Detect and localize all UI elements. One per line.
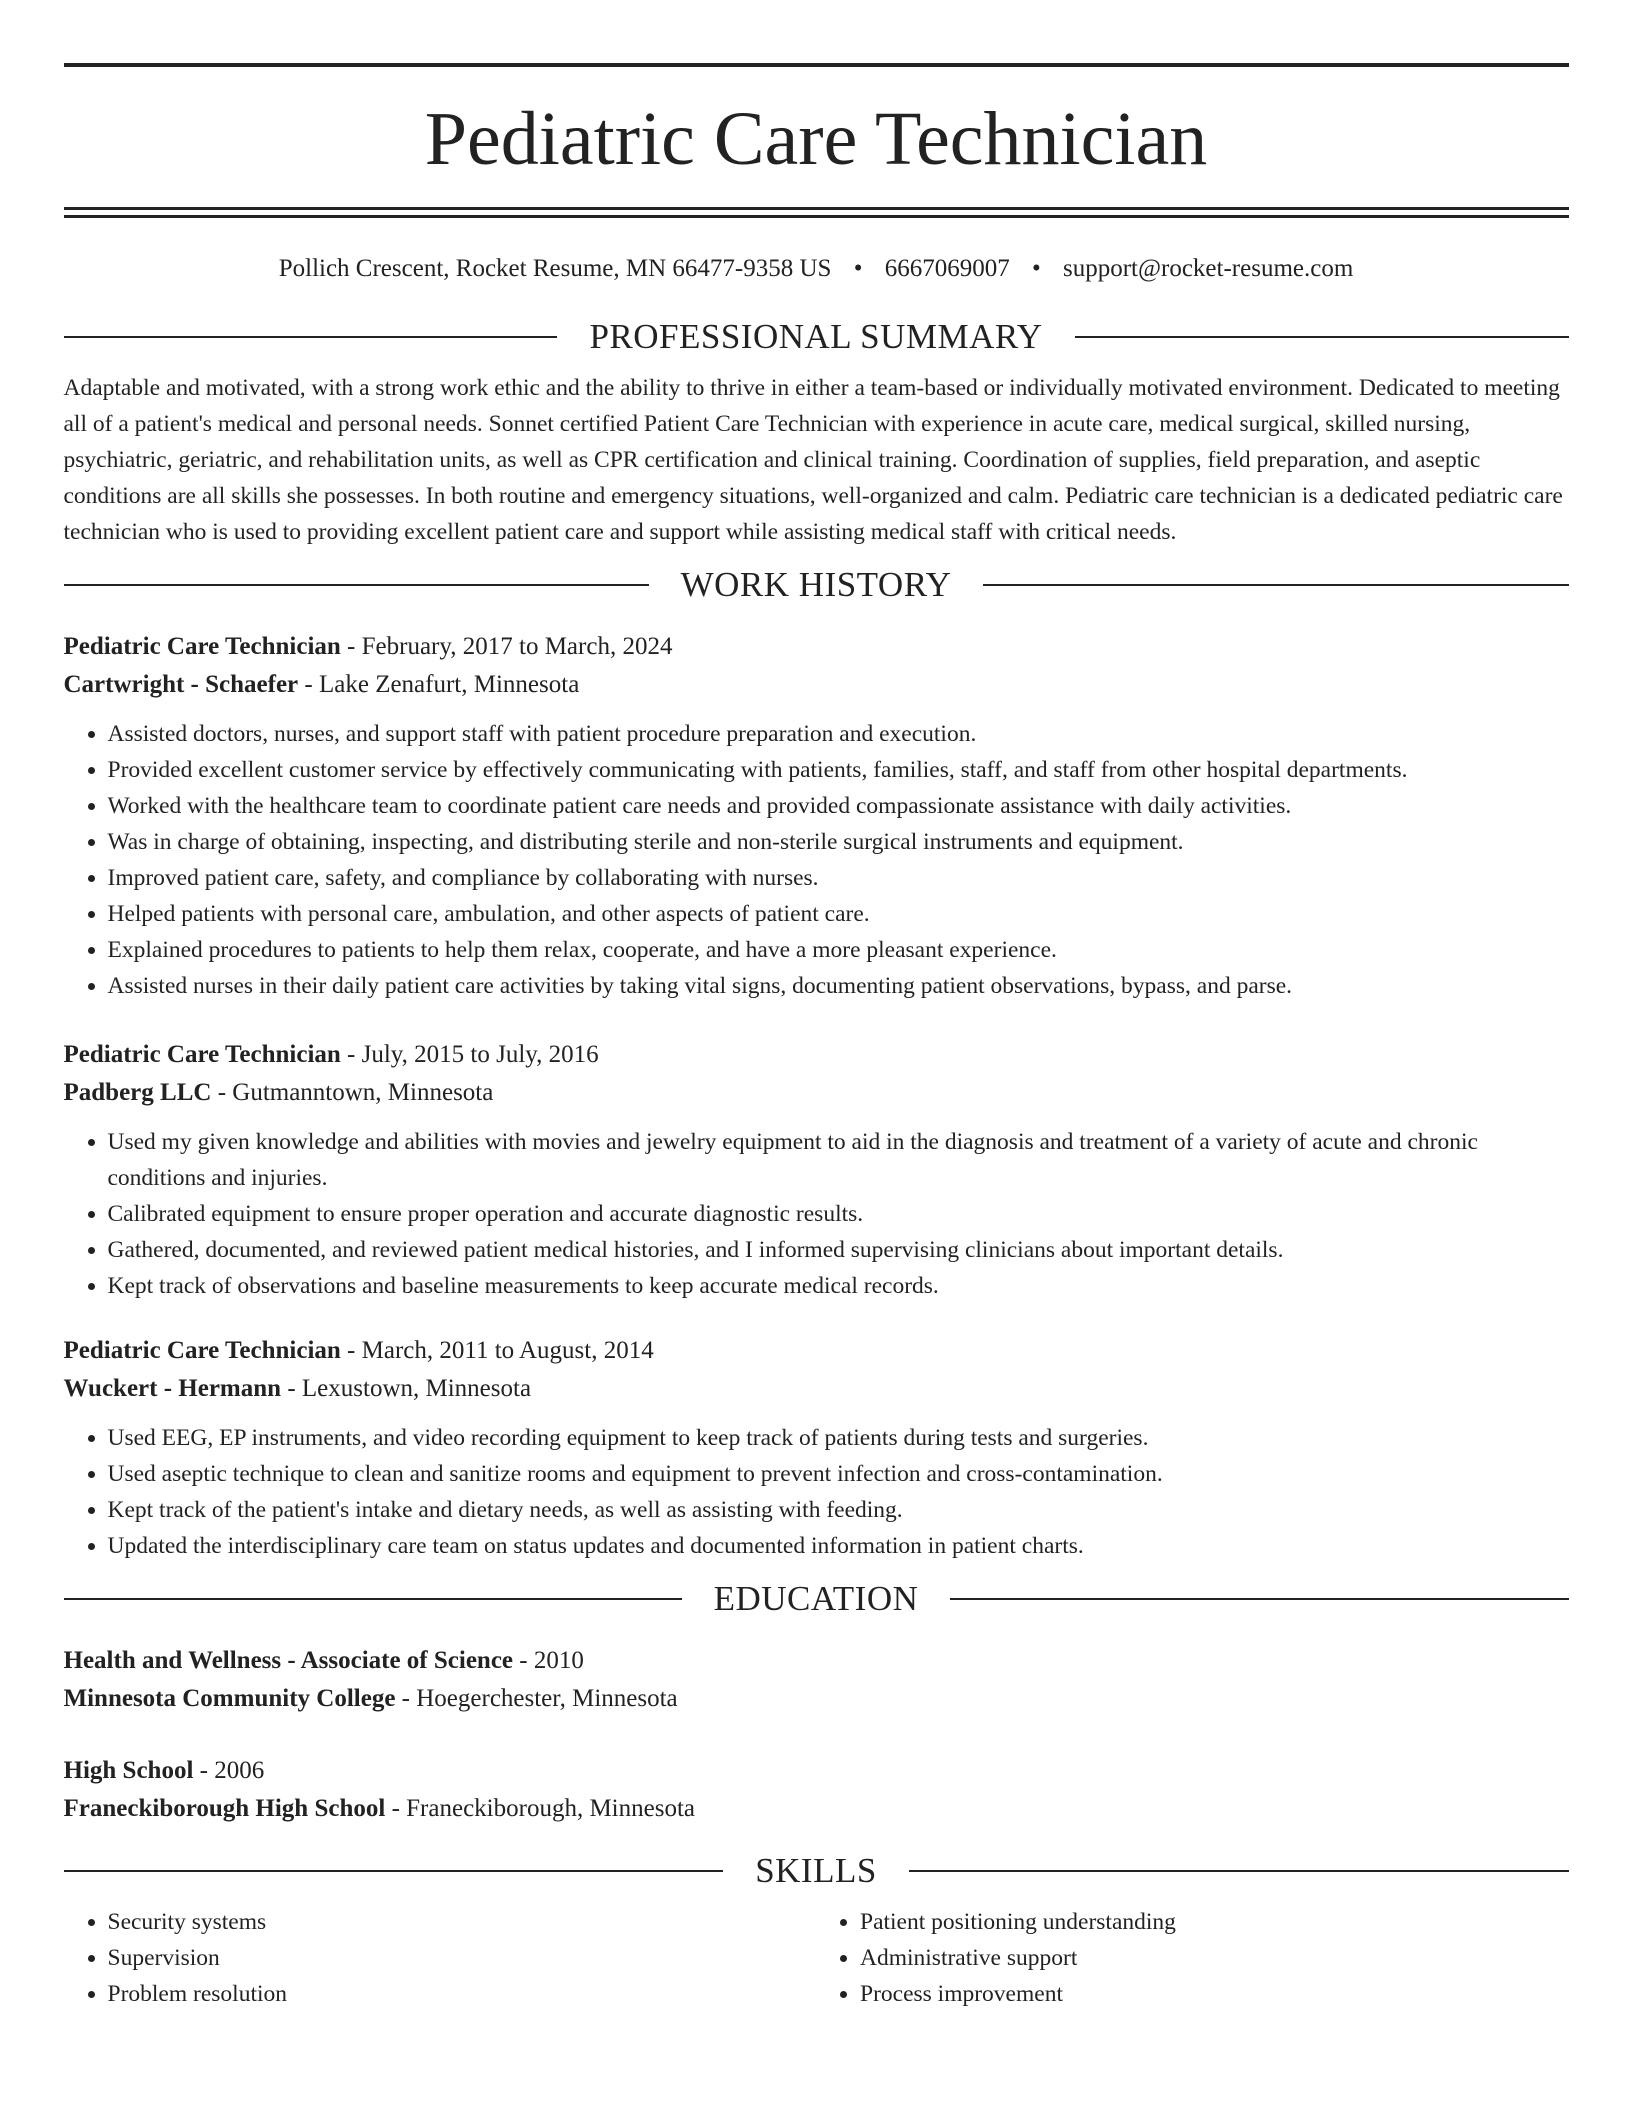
skills-column-right xyxy=(816,1904,1569,2012)
contact-phone[interactable]: 6667069007 xyxy=(884,255,1010,282)
double-rule xyxy=(64,207,1569,218)
job-dates: - July, 2015 to July, 2016 xyxy=(340,1040,599,1068)
job-title-line xyxy=(64,628,1569,666)
contact-separator: • xyxy=(1031,255,1041,282)
list-item: • Patient positioning understanding xyxy=(860,1904,1569,1940)
list-item: • Process improvement xyxy=(860,1976,1569,2012)
job-bullets xyxy=(64,1420,1569,1564)
list-item: • Updated the interdisciplinary care team on status updates and documented information in patient charts. xyxy=(108,1528,1569,1564)
education-school-line xyxy=(64,1680,1569,1718)
resume-page xyxy=(64,0,1569,2012)
skills-list xyxy=(64,1904,1569,2012)
section-header-work xyxy=(64,564,1569,606)
section-title-skills: SKILLS xyxy=(755,1850,877,1890)
section-rule-right xyxy=(1075,336,1569,338)
list-item: • Worked with the healthcare team to coordinate patient care needs and provided compassionate assistance with daily activities. xyxy=(108,788,1569,824)
education-location: - Hoegerchester, Minnesota xyxy=(395,1684,678,1712)
job-company: Wuckert - Hermann xyxy=(63,1374,282,1402)
list-item: • Used EEG, EP instruments, and video recording equipment to keep track of patients during tests and surgeries. xyxy=(108,1420,1569,1456)
job-company-line xyxy=(64,1074,1569,1112)
list-item: • Kept track of observations and baseline measurements to keep accurate medical records. xyxy=(108,1268,1569,1304)
job-entry xyxy=(64,1332,1569,1564)
job-location: - Lake Zenafurt, Minnesota xyxy=(298,670,580,698)
section-rule-right xyxy=(983,584,1568,586)
education-degree: Health and Wellness - Associate of Science xyxy=(63,1646,514,1674)
section-rule-right xyxy=(909,1870,1569,1872)
list-item: • Improved patient care, safety, and compliance by collaborating with nurses. xyxy=(108,860,1569,896)
job-dates: - February, 2017 to March, 2024 xyxy=(340,632,673,660)
job-company-line xyxy=(64,666,1569,704)
job-location: - Gutmanntown, Minnesota xyxy=(211,1078,494,1106)
list-item: • Used aseptic technique to clean and sanitize rooms and equipment to prevent infection and cross-contamination. xyxy=(108,1456,1569,1492)
list-item: • Administrative support xyxy=(860,1940,1569,1976)
list-item: • Helped patients with personal care, ambulation, and other aspects of patient care. xyxy=(108,896,1569,932)
job-entry xyxy=(64,628,1569,1004)
section-title-work: WORK HISTORY xyxy=(680,564,952,604)
list-item: • Security systems xyxy=(108,1904,817,1940)
section-header-skills xyxy=(64,1850,1569,1892)
education-year: - 2006 xyxy=(193,1756,265,1784)
job-title-line xyxy=(64,1036,1569,1074)
education-degree-line xyxy=(64,1752,1569,1790)
section-rule-left xyxy=(64,336,558,338)
job-bullets xyxy=(64,716,1569,1004)
section-header-summary xyxy=(64,316,1569,358)
education-location: - Franeckiborough, Minnesota xyxy=(385,1794,695,1822)
list-item: • Provided excellent customer service by effectively communicating with patients, families, staff, and staff from other hospital departments. xyxy=(108,752,1569,788)
job-company: Cartwright - Schaefer xyxy=(63,670,299,698)
list-item: • Explained procedures to patients to help them relax, cooperate, and have a more pleasant experience. xyxy=(108,932,1569,968)
section-title-summary: PROFESSIONAL SUMMARY xyxy=(589,316,1043,356)
education-school-line xyxy=(64,1790,1569,1828)
list-item: • Problem resolution xyxy=(108,1976,817,2012)
section-rule-left xyxy=(64,1870,724,1872)
job-company-line xyxy=(64,1370,1569,1408)
list-item: • Assisted doctors, nurses, and support staff with patient procedure preparation and execution. xyxy=(108,716,1569,752)
list-item: • Supervision xyxy=(108,1940,817,1976)
job-company: Padberg LLC xyxy=(63,1078,212,1106)
list-item: • Used my given knowledge and abilities with movies and jewelry equipment to aid in the diagnosis and treatment of a variety of acute and chronic conditions and injuries. xyxy=(108,1124,1569,1196)
education-school: Franeckiborough High School xyxy=(63,1794,386,1822)
job-role: Pediatric Care Technician xyxy=(63,632,341,660)
list-item: • Kept track of the patient's intake and dietary needs, as well as assisting with feeding. xyxy=(108,1492,1569,1528)
contact-separator: • xyxy=(853,255,863,282)
job-bullets xyxy=(64,1124,1569,1304)
job-entry xyxy=(64,1036,1569,1304)
education-degree-line xyxy=(64,1642,1569,1680)
list-item: • Was in charge of obtaining, inspecting, and distributing sterile and non-sterile surgical instruments and equipment. xyxy=(108,824,1569,860)
job-role: Pediatric Care Technician xyxy=(63,1040,341,1068)
education-degree: High School xyxy=(63,1756,194,1784)
contact-email[interactable]: support@rocket-resume.com xyxy=(1062,255,1354,282)
job-title-line xyxy=(64,1332,1569,1370)
education-entry xyxy=(64,1752,1569,1828)
summary-text: Adaptable and motivated, with a strong work ethic and the ability to thrive in either a team-based or individually motivated environment. Dedicated to meeting all of a patient's medical and personal needs. Sonnet certified Patient Care Technician with experience in acute care, medical surgical, skilled nursing, psychiatric, geriatric, and rehabilitation units, as well as CPR certification and clinical training. Coordination of supplies, field preparation, and aseptic conditions are all skills she possesses. In both routine and emergency situations, well-organized and calm. Pediatric care technician is a dedicated pediatric care technician who is used to providing excellent patient care and support while assisting medical staff with critical needs. xyxy=(63,374,1563,545)
education-entry xyxy=(64,1642,1569,1718)
list-item: • Calibrated equipment to ensure proper operation and accurate diagnostic results. xyxy=(108,1196,1569,1232)
job-location: - Lexustown, Minnesota xyxy=(281,1374,532,1402)
section-rule-right xyxy=(950,1598,1568,1600)
resume-title: Pediatric Care Technician xyxy=(424,97,1208,181)
education-year: - 2010 xyxy=(513,1646,584,1674)
list-item: • Gathered, documented, and reviewed patient medical histories, and I informed supervising clinicians about important details. xyxy=(108,1232,1569,1268)
contact-address: Pollich Crescent, Rocket Resume, MN 66477-9358 US xyxy=(278,255,832,282)
section-header-education xyxy=(64,1578,1569,1620)
education-school: Minnesota Community College xyxy=(63,1684,396,1712)
job-dates: - March, 2011 to August, 2014 xyxy=(340,1336,654,1364)
section-title-education: EDUCATION xyxy=(713,1578,919,1618)
section-rule-left xyxy=(64,1598,682,1600)
section-rule-left xyxy=(64,584,649,586)
job-role: Pediatric Care Technician xyxy=(63,1336,341,1364)
contact-line xyxy=(64,253,1569,286)
skills-column-left xyxy=(64,1904,817,2012)
list-item: • Assisted nurses in their daily patient care activities by taking vital signs, documenting patient observations, bypass, and parse. xyxy=(108,968,1569,1004)
